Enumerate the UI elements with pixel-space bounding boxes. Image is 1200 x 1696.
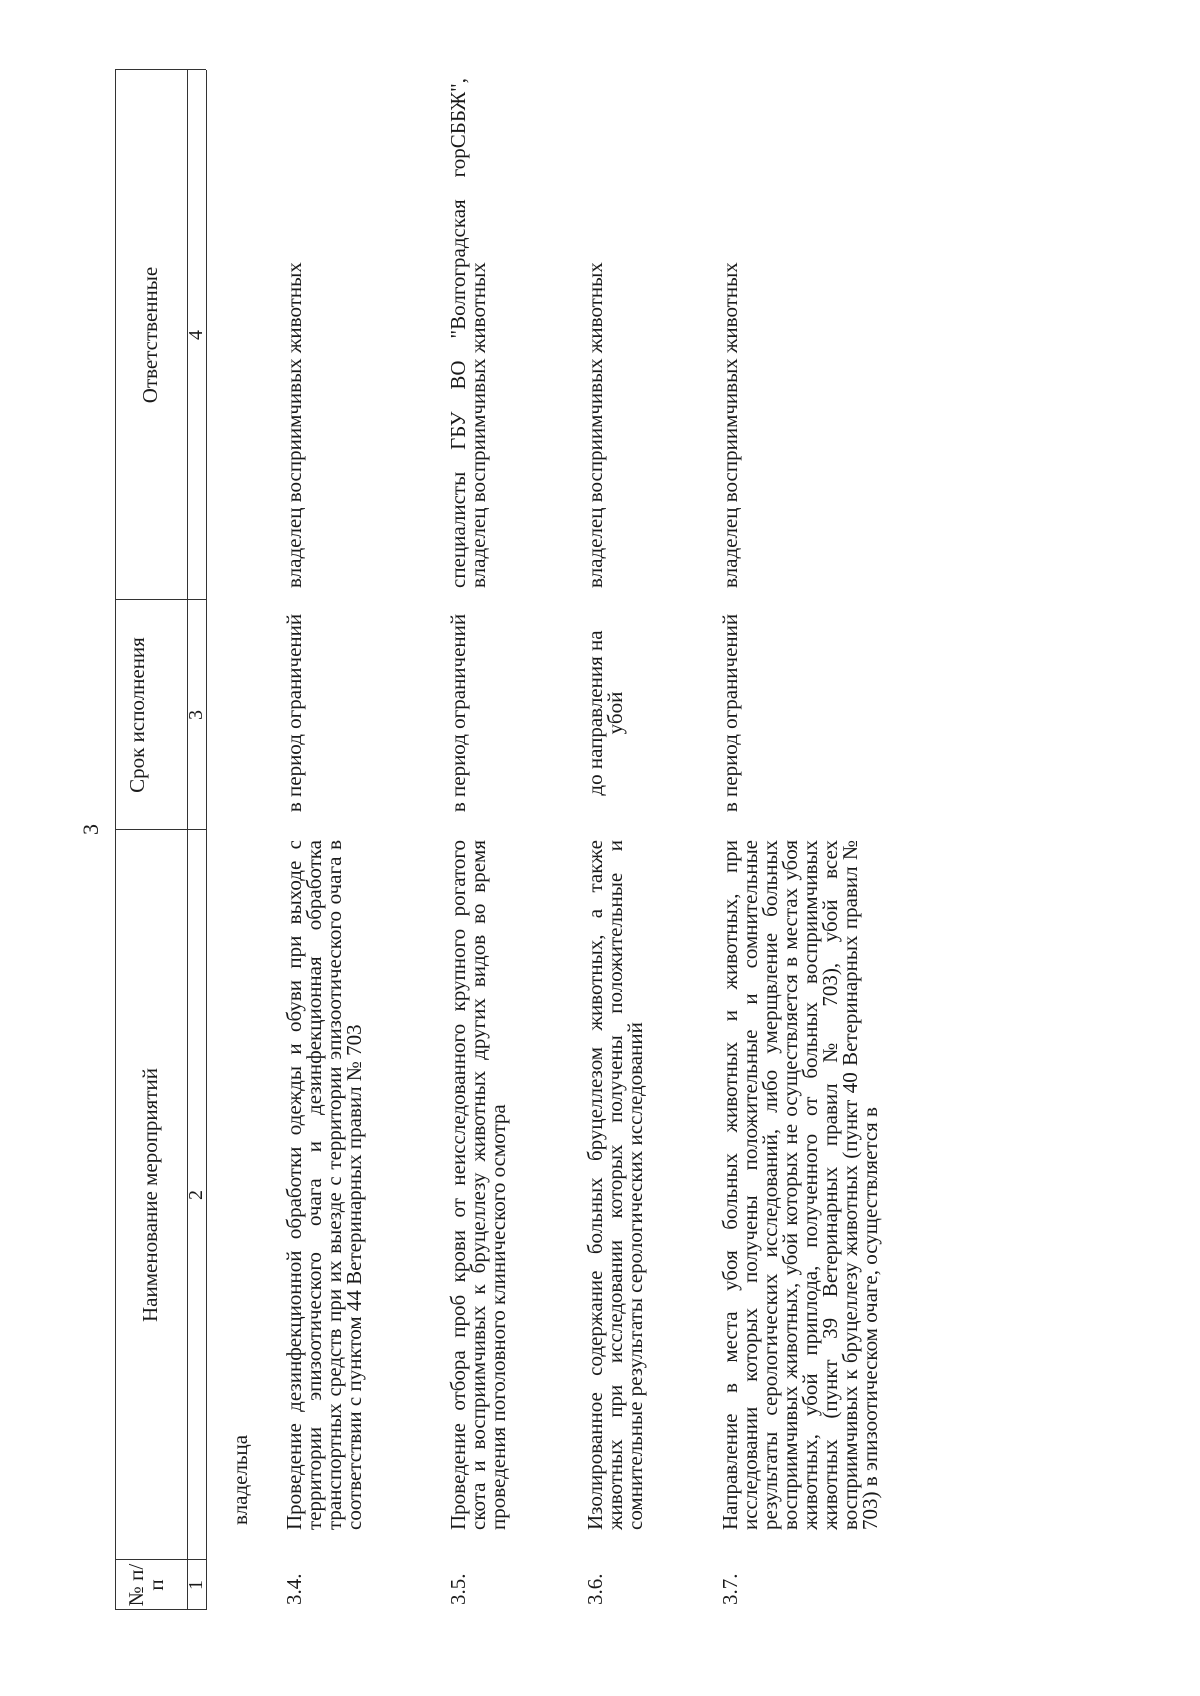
column-number-1: 1 <box>185 1580 207 1590</box>
row-3-7-activity: Направление в места убоя больных животных и животных, при исследовании которых получены положительные и сомнительные результаты серологических исследований, либо умерщвление больных восприимчивых животных, убой которых не осуществляется в местах убоя животных, убой приплода, полученного от больных восприимчивых животных (пункт 39 Ветеринарных правил № 703), убой всех восприимчивых к бруцеллезу животных (пункт 40 Ветеринарных правил № 703) в эпизоотическом очаге, осуществляется в <box>718 840 882 1530</box>
column-number-3: 3 <box>185 710 207 720</box>
row-3-7-responsible: владелец восприимчивых животных <box>718 262 742 588</box>
header-number: № п/п <box>124 1563 168 1607</box>
table-right-border <box>115 69 206 70</box>
row-3-7-number: 3.7. <box>718 1573 742 1605</box>
row-3-4-number: 3.4. <box>282 1573 306 1605</box>
row-3-4-activity: Проведение дезинфекционной обработки одежды и обуви при выходе с территории эпизоотического очага и дезинфекционная обработка транспортных средств при их выезде с территории эпизоотического очага в соответствии с пунктом 44 Ветеринарных правил № 703 <box>282 840 366 1530</box>
rotated-document-page <box>70 60 1190 1650</box>
row-3-4-responsible: владелец восприимчивых животных <box>282 262 306 588</box>
column-divider-2 <box>115 829 206 830</box>
row-3-6-deadline: до направления на убой <box>583 630 627 796</box>
row-3-4-deadline: в период ограничений <box>282 613 306 813</box>
header-activity-name: Наименование мероприятий <box>138 1068 162 1322</box>
row-3-6-activity: Изолированное содержание больных бруцеллезом животных, а также животных при исследовании которых получены положительные и сомнительные результаты серологических исследований <box>583 840 647 1530</box>
row-3-5-activity: Проведение отбора проб крови от неисследованного крупного рогатого скота и восприимчивых к бруцеллезу животных других видов во время проведения поголовного клинического осмотра <box>446 840 510 1530</box>
header-deadline: Срок исполнения <box>125 637 149 793</box>
page-number: 3 <box>78 824 103 835</box>
column-divider-3 <box>115 599 206 600</box>
row-3-5-number: 3.5. <box>446 1573 470 1605</box>
row-3-7-deadline: в период ограничений <box>718 613 742 813</box>
row-3-6-number: 3.6. <box>583 1573 607 1605</box>
column-number-2: 2 <box>185 1190 207 1200</box>
row-3-5-deadline: в период ограничений <box>446 613 470 813</box>
table-top-border <box>115 70 116 1610</box>
header-responsible: Ответственные <box>138 266 162 404</box>
row-3-6-responsible: владелец восприимчивых животных <box>583 262 607 588</box>
continuation-text: владельца <box>228 1434 252 1525</box>
table-left-border <box>115 1609 206 1610</box>
column-number-4: 4 <box>185 330 207 340</box>
column-numbers-bottom-border <box>206 70 207 1610</box>
row-3-5-responsible: специалисты ГБУ ВО "Волгоградская горСББЖ", владелец восприимчивых животных <box>446 78 490 588</box>
column-divider-1 <box>115 1559 206 1560</box>
